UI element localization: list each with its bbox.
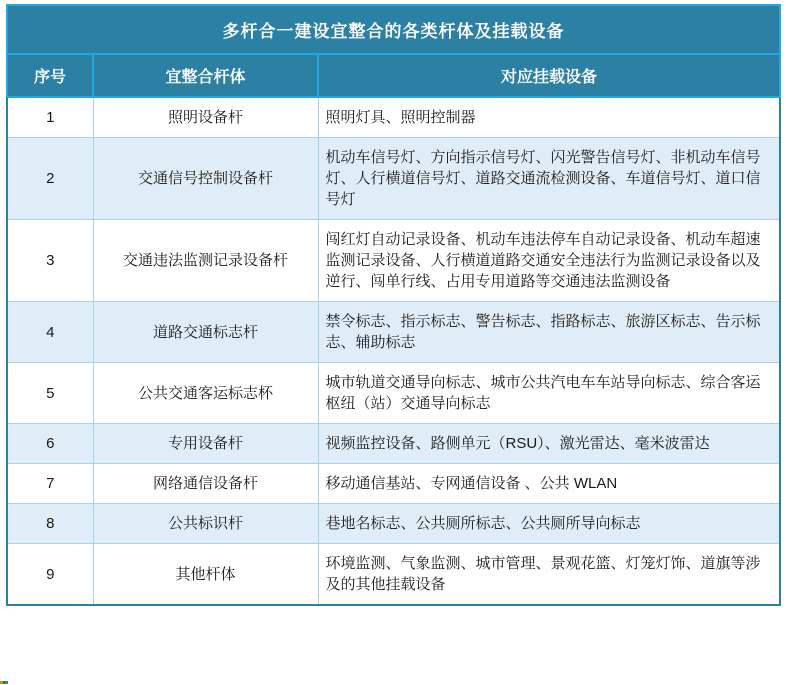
table-title: 多杆合一建设宜整合的各类杆体及挂载设备 (7, 5, 780, 54)
table-title-row (7, 5, 780, 54)
table-row (7, 544, 780, 606)
bottom-left-artifact (0, 681, 8, 684)
row-index-cell: 3 (7, 220, 93, 302)
table-row (7, 302, 780, 363)
table-row (7, 97, 780, 138)
table-header-row (7, 54, 780, 97)
pole-type-cell: 其他杆体 (93, 544, 318, 606)
mounted-devices-cell: 环境监测、气象监测、城市管理、景观花篮、灯笼灯饰、道旗等涉及的其他挂载设备 (318, 544, 780, 606)
mounted-devices-cell: 机动车信号灯、方向指示信号灯、闪光警告信号灯、非机动车信号灯、人行横道信号灯、道路交通流检测设备、车道信号灯、道口信号灯 (318, 138, 780, 220)
table-row (7, 220, 780, 302)
column-header-mounted-devices: 对应挂载设备 (318, 54, 780, 97)
row-index-cell: 7 (7, 464, 93, 504)
row-index-cell: 8 (7, 504, 93, 544)
mounted-devices-cell: 照明灯具、照明控制器 (318, 97, 780, 138)
row-index-cell: 5 (7, 363, 93, 424)
table-row (7, 424, 780, 464)
table-row (7, 464, 780, 504)
table-body (7, 97, 780, 605)
mounted-devices-cell: 视频监控设备、路侧单元（RSU）、激光雷达、毫米波雷达 (318, 424, 780, 464)
table-row (7, 363, 780, 424)
mounted-devices-cell: 巷地名标志、公共厕所标志、公共厕所导向标志 (318, 504, 780, 544)
row-index-cell: 2 (7, 138, 93, 220)
pole-type-cell: 网络通信设备杆 (93, 464, 318, 504)
table-row (7, 504, 780, 544)
mounted-devices-cell: 城市轨道交通导向标志、城市公共汽电车车站导向标志、综合客运枢纽（站）交通导向标志 (318, 363, 780, 424)
pole-type-cell: 公共交通客运标志杯 (93, 363, 318, 424)
row-index-cell: 6 (7, 424, 93, 464)
pole-integration-table (6, 4, 781, 606)
pole-type-cell: 公共标识杆 (93, 504, 318, 544)
mounted-devices-cell: 移动通信基站、专网通信设备 、公共 WLAN (318, 464, 780, 504)
mounted-devices-cell: 闯红灯自动记录设备、机动车违法停车自动记录设备、机动车超速监测记录设备、人行横道道路交通安全违法行为监测记录设备以及逆行、闯单行线、占用专用道路等交通违法监测设备 (318, 220, 780, 302)
pole-type-cell: 交通违法监测记录设备杆 (93, 220, 318, 302)
pole-type-cell: 照明设备杆 (93, 97, 318, 138)
pole-type-cell: 交通信号控制设备杆 (93, 138, 318, 220)
mounted-devices-cell: 禁令标志、指示标志、警告标志、指路标志、旅游区标志、告示标志、辅助标志 (318, 302, 780, 363)
pole-type-cell: 专用设备杆 (93, 424, 318, 464)
table-row (7, 138, 780, 220)
row-index-cell: 9 (7, 544, 93, 606)
column-header-index: 序号 (7, 54, 93, 97)
column-header-pole-type: 宜整合杆体 (93, 54, 318, 97)
page (0, 4, 786, 685)
row-index-cell: 4 (7, 302, 93, 363)
pole-type-cell: 道路交通标志杆 (93, 302, 318, 363)
row-index-cell: 1 (7, 97, 93, 138)
